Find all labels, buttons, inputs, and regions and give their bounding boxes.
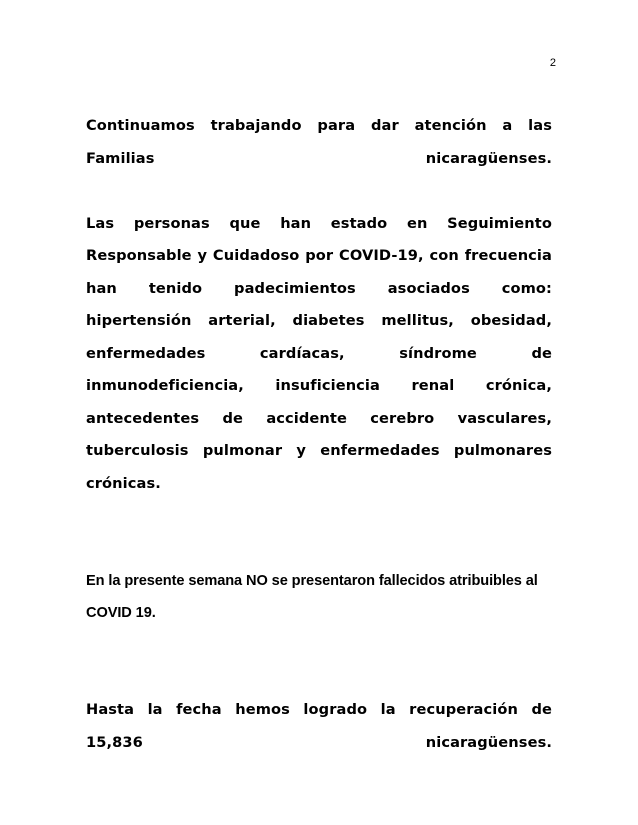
document-body (86, 110, 552, 792)
paragraph-spacer-1 (86, 533, 552, 565)
paragraph-deaths: En la presente semana NO se presentaron fallecidos atribuibles al COVID 19. (86, 572, 538, 621)
paragraph-conditions: Las personas que han estado en Seguimiento Responsable y Cuidadoso por COVID-19, con frecuencia han tenido padecimientos asociados como: hipertensión arterial, diabetes mellitus, obesidad, enfermedades cardíacas, síndrome de inmunodeficiencia, insuficiencia renal crónica, antecedentes de accidente cerebro vasculares, tuberculosis pulmonar y enfermedades pulmonares crónicas. (86, 214, 552, 492)
paragraph-recoveries: Hasta la fecha hemos logrado la recuperación de 15,836 nicaragüenses. (86, 701, 552, 751)
paragraph-spacer-2 (86, 662, 552, 694)
page-number: 2 (549, 57, 556, 69)
paragraph-intro: Continuamos trabajando para dar atención a las Familias nicaragüenses. (86, 117, 552, 167)
